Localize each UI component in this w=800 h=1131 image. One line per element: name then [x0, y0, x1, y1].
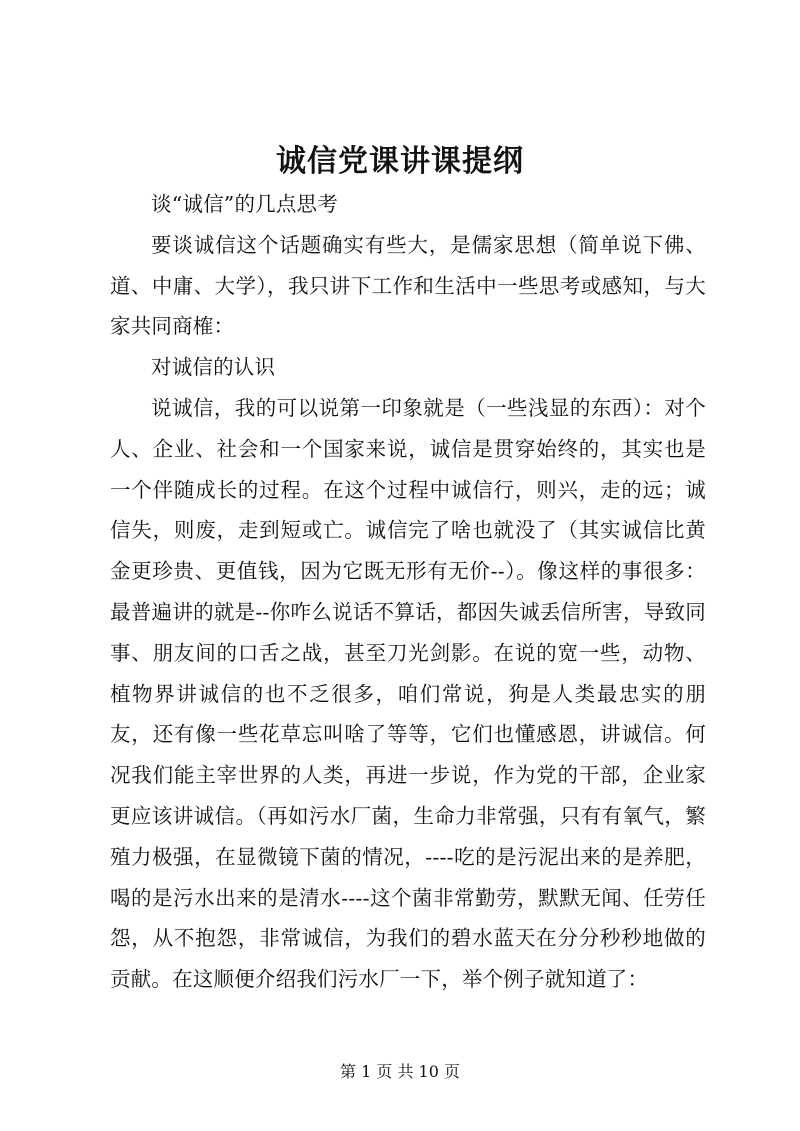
paragraph: 说诚信，我的可以说第一印象就是（一些浅显的东西）：对个人、企业、社会和一个国家来说，诚信是贯穿始终的，其实也是一个伴随成长的过程。在这个过程中诚信行，则兴，走的远；诚信失，则废，走到短或亡。诚信完了啥也就没了（其实诚信比黄金更珍贵、更值钱，因为它既无形有无价--）。像这样的事很多：最普遍讲的就是--你咋么说话不算话，都因失诚丢信所害，导致同事、朋友间的口舌之战，甚至刀光剑影。在说的宽一些，动物、植物界讲诚信的也不乏很多，咱们常说，狗是人类最忠实的朋友，还有像一些花草忘叫啥了等等，它们也懂感恩，讲诚信。何况我们能主宰世界的人类，再进一步说，作为党的干部，企业家更应该讲诚信。（再如污水厂菌，生命力非常强，只有有氧气，繁殖力极强，在显微镜下菌的情况，----吃的是污泥出来的是养肥，喝的是污水出来的是清水----这个菌非常勤劳，默默无闻、任劳任怨，从不抱怨，非常诚信，为我们的碧水蓝天在分分秒秒地做的贡献。在这顺便介绍我们污水厂一下，举个例子就知道了：	[110, 395, 706, 992]
section-heading: 谈“诚信”的几点思考	[151, 192, 338, 216]
section-heading: 对诚信的认识	[151, 355, 276, 380]
page-number: 第 1 页 共 10 页	[340, 1062, 460, 1081]
document-title: 诚信党课讲课提纲	[276, 144, 524, 179]
document-body	[110, 184, 706, 1000]
paragraph: 要谈诚信这个话题确实有些大，是儒家思想（简单说下佛、道、中庸、大学），我只讲下工作和生活中一些思考或感知，与大家共同商榷：	[110, 232, 706, 339]
